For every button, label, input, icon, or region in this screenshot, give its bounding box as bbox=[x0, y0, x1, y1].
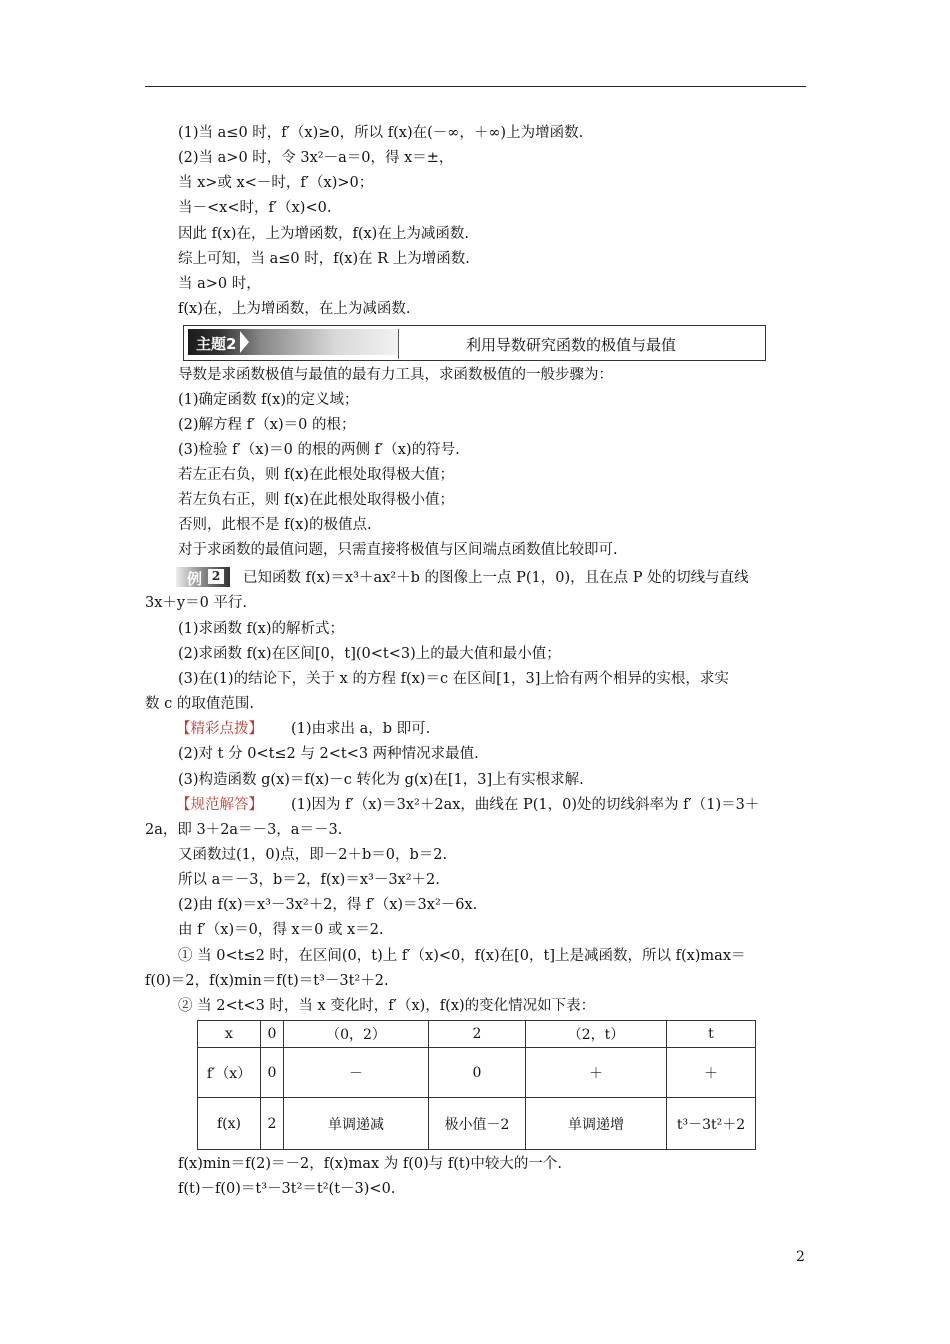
hint-text: (1)由求出 a，b 即可. bbox=[291, 721, 431, 737]
answer-text: ② 当 2<t<3 时，当 x 变化时，f′（x)，f(x)的变化情况如下表： bbox=[178, 998, 596, 1014]
answer-text: 又函数过(1，0)点，即－2＋b＝0，b＝2. bbox=[178, 847, 448, 863]
topic-title: 利用导数研究函数的极值与最值 bbox=[466, 336, 677, 354]
variation-table bbox=[197, 1020, 756, 1150]
question-1: (1)求函数 f(x)的解析式； bbox=[178, 621, 345, 637]
hint-text: (2)对 t 分 0<t≤2 与 2<t<3 两种情况求最值. bbox=[178, 746, 479, 762]
table-cell: － bbox=[284, 1048, 429, 1098]
text-line: f(x)在，上为增函数，在上为减函数. bbox=[178, 301, 411, 317]
table-cell: 极小值－2 bbox=[429, 1098, 526, 1150]
answer-text: 2a，即 3＋2a＝－3，a＝－3. bbox=[145, 822, 343, 838]
answer-text: f(t)－f(0)＝t³－3t²＝t²(t－3)<0. bbox=[178, 1181, 396, 1197]
text-line: (3)检验 f′（x)＝0 的根的两侧 f′（x)的符号. bbox=[178, 442, 460, 458]
table-cell: 0 bbox=[429, 1048, 526, 1098]
answer-label: 【规范解答】 bbox=[176, 797, 263, 813]
example-text: 3x＋y＝0 平行. bbox=[145, 595, 248, 611]
answer-text: ① 当 0<t≤2 时，在区间(0，t)上 f′（x)<0，f(x)在[0，t]上是减函数，所以 f(x)max＝ bbox=[178, 948, 746, 964]
text-line: 当 x>或 x<－时，f′（x)>0； bbox=[178, 175, 374, 191]
text-line: 对于求函数的最值问题，只需直接将极值与区间端点函数值比较即可. bbox=[178, 542, 618, 558]
hint-text: (3)构造函数 g(x)＝f(x)－c 转化为 g(x)在[1，3]上有实根求解. bbox=[178, 772, 584, 788]
table-cell: 0 bbox=[261, 1048, 284, 1098]
example-text: 已知函数 f(x)＝x³＋ax²＋b 的图像上一点 P(1，0)，且在点 P 处的切线与直线 bbox=[243, 570, 749, 586]
topic-tag-label: 主题2 bbox=[196, 335, 237, 353]
table-cell: x bbox=[198, 1021, 261, 1048]
answer-text: f(x)min＝f(2)＝－2，f(x)max 为 f(0)与 f(t)中较大的一个. bbox=[178, 1156, 562, 1172]
example-tag-label: 例 bbox=[187, 570, 203, 588]
topic-header bbox=[183, 325, 766, 361]
question-2: (2)求函数 f(x)在区间[0，t](0<t<3)上的最大值和最小值； bbox=[178, 646, 561, 662]
topic-tag bbox=[188, 329, 398, 355]
text-line: (1)当 a≤0 时，f′（x)≥0，所以 f(x)在(－∞，＋∞)上为增函数. bbox=[178, 125, 584, 141]
answer-text: (2)由 f(x)＝x³－3x²＋2，得 f′（x)＝3x²－6x. bbox=[178, 897, 478, 913]
text-line: (2)解方程 f′（x)＝0 的根； bbox=[178, 417, 356, 433]
table-cell: ＋ bbox=[526, 1048, 667, 1098]
table-row bbox=[198, 1021, 756, 1048]
table-cell: （0，2） bbox=[284, 1021, 429, 1048]
table-cell: t bbox=[667, 1021, 756, 1048]
text-line: (1)确定函数 f(x)的定义域； bbox=[178, 392, 359, 408]
text-line: 若左负右正，则 f(x)在此根处取得极小值； bbox=[178, 492, 454, 508]
text-line: 当 a>0 时， bbox=[178, 276, 261, 292]
table-cell: （2，t） bbox=[526, 1021, 667, 1048]
table-cell: f(x) bbox=[198, 1098, 261, 1150]
text-line: 因此 f(x)在，上为增函数，f(x)在上为减函数. bbox=[178, 226, 469, 242]
table-cell: 单调递减 bbox=[284, 1098, 429, 1150]
answer-text: 由 f′（x)＝0，得 x＝0 或 x＝2. bbox=[178, 922, 384, 938]
table-cell: t³－3t²＋2 bbox=[667, 1098, 756, 1150]
answer-text: 所以 a＝－3，b＝2，f(x)＝x³－3x²＋2. bbox=[178, 872, 440, 888]
text-line: 导数是求函数极值与最值的最有力工具，求函数极值的一般步骤为： bbox=[178, 367, 613, 383]
table-cell: 单调递增 bbox=[526, 1098, 667, 1150]
hint-label: 【精彩点拨】 bbox=[176, 721, 263, 737]
table-row bbox=[198, 1098, 756, 1150]
answer-text: (1)因为 f′（x)＝3x²＋2ax，曲线在 P(1，0)处的切线斜率为 f′（1)＝3＋ bbox=[291, 797, 760, 813]
question-3: (3)在(1)的结论下，关于 x 的方程 f(x)＝c 在区间[1，3]上恰有两个相异的实根，求实 bbox=[178, 671, 729, 687]
table-cell: 2 bbox=[429, 1021, 526, 1048]
example-tag bbox=[176, 567, 230, 587]
divider bbox=[398, 329, 399, 359]
question-3-cont: 数 c 的取值范围. bbox=[145, 696, 254, 712]
table-cell: f′（x） bbox=[198, 1048, 261, 1098]
text-line: 否则，此根不是 f(x)的极值点. bbox=[178, 517, 372, 533]
header-rule bbox=[145, 86, 806, 87]
text-line: 若左正右负，则 f(x)在此根处取得极大值； bbox=[178, 467, 454, 483]
page-number: 2 bbox=[796, 1249, 805, 1265]
table-cell: ＋ bbox=[667, 1048, 756, 1098]
example-number: 2 bbox=[208, 569, 224, 584]
answer-text: f(0)＝2，f(x)min＝f(t)＝t³－3t²＋2. bbox=[145, 973, 389, 989]
table-cell: 0 bbox=[261, 1021, 284, 1048]
text-line: 综上可知，当 a≤0 时，f(x)在 R 上为增函数. bbox=[178, 251, 470, 267]
table-cell: 2 bbox=[261, 1098, 284, 1150]
text-line: 当－<x<时，f′（x)<0. bbox=[178, 200, 332, 216]
text-line: (2)当 a>0 时，令 3x²－a＝0，得 x＝±， bbox=[178, 150, 454, 166]
arrow-icon bbox=[240, 331, 249, 353]
table-row bbox=[198, 1048, 756, 1098]
